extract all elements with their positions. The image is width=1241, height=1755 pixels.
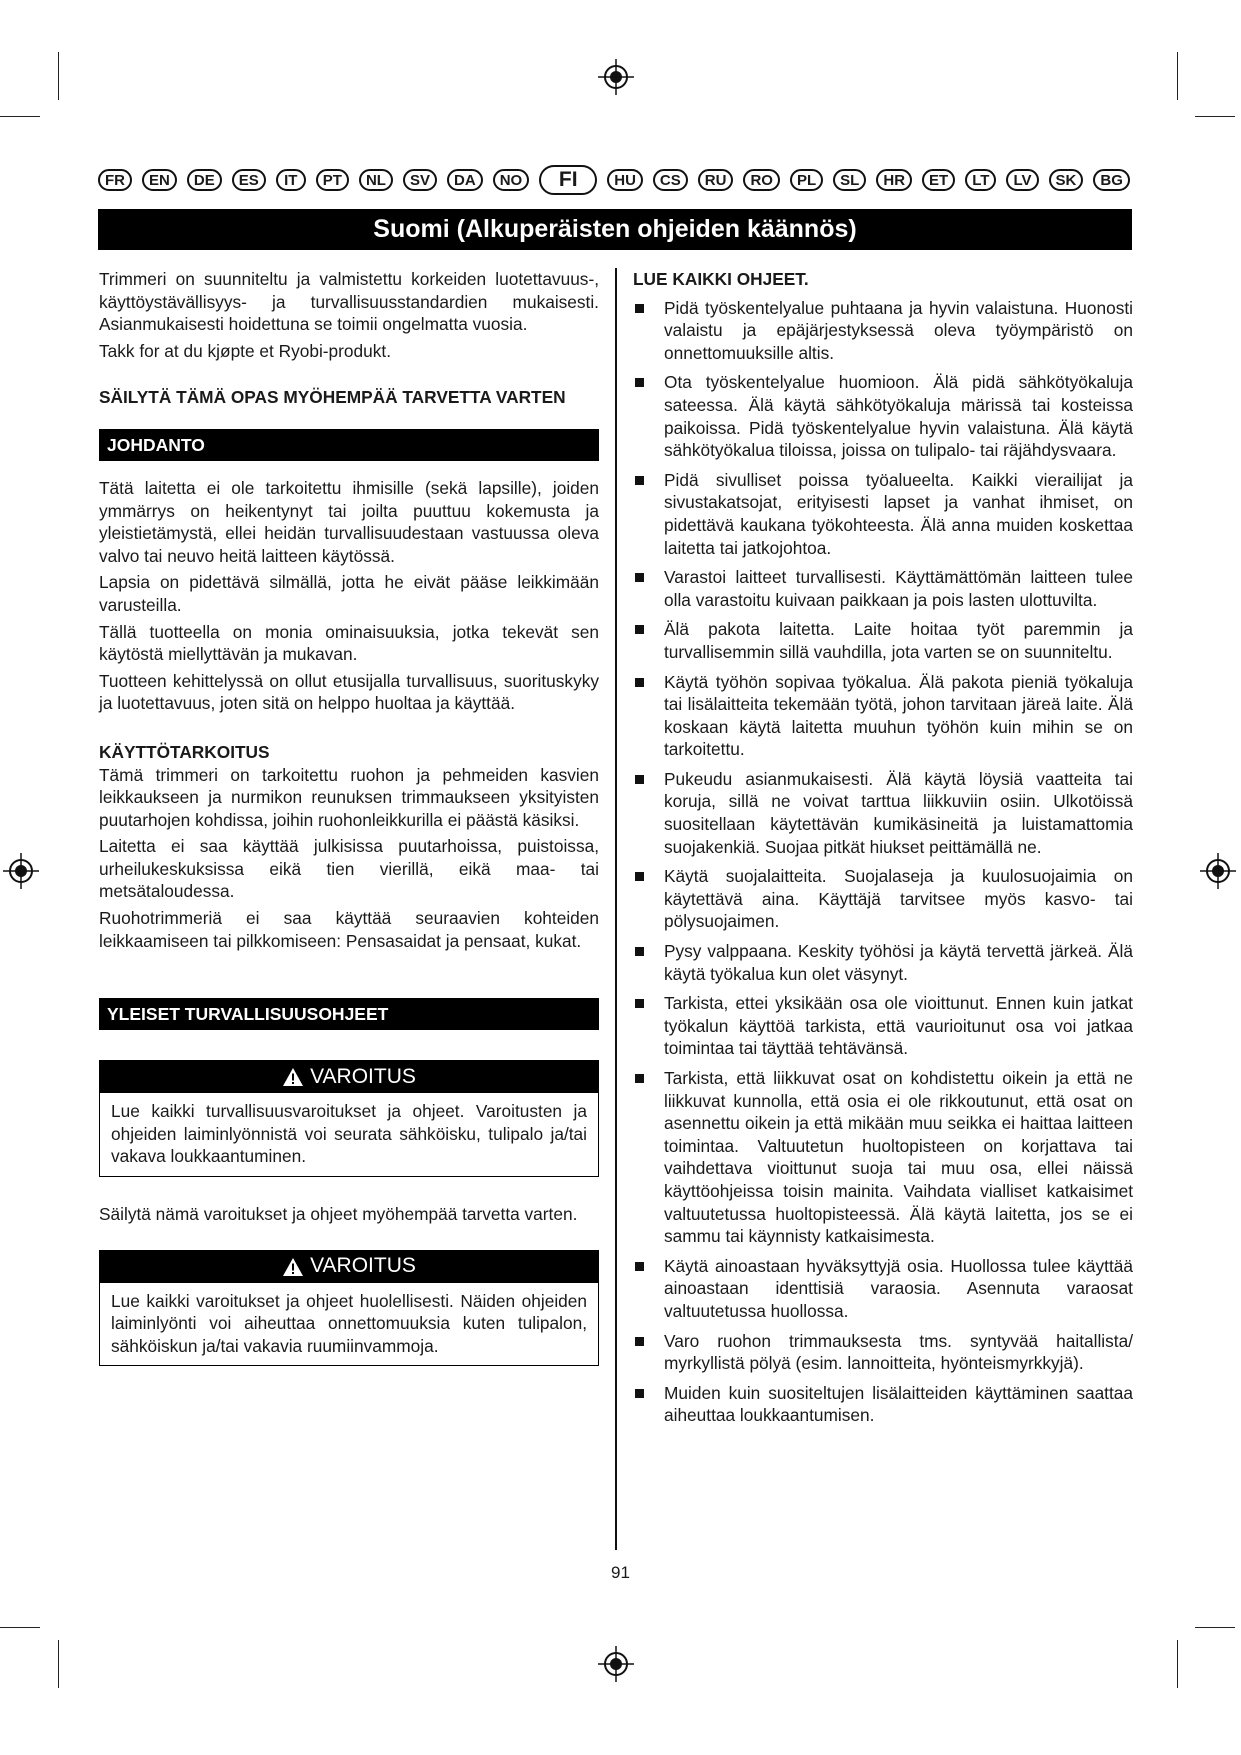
crop-mark (1177, 1640, 1178, 1688)
language-tab-en[interactable]: EN (142, 169, 177, 191)
crop-mark (1195, 116, 1235, 117)
crop-mark (58, 52, 59, 100)
language-tab-sv[interactable]: SV (403, 169, 437, 191)
safety-list-text: Käytä työhön sopivaa työkalua. Älä pakota pieniä työkaluja tai lisälaitteita tekemään työtä, johon tarvitaan järeä laite. Älä koskaan käytä laitetta muuhun työhön kuin mihin se on tarkoitettu. (664, 671, 1133, 760)
safety-list-text: Pukeudu asianmukaisesti. Älä käytä löysiä vaatteita tai koruja, sillä ne voivat tarttua liikkuviin osiin. Ulkotöissä suositellaan käytettävän kumikäsineitä ja luistamattomia suojakenkiä. Suojaa pitkät hiukset peittämällä ne. (664, 768, 1133, 857)
crop-mark (1177, 52, 1178, 100)
warning-label: VAROITUS (310, 1064, 416, 1088)
square-bullet-icon (635, 476, 644, 485)
language-tab-pl[interactable]: PL (790, 169, 823, 191)
page-number: 91 (611, 1563, 630, 1582)
warning-box (99, 1250, 599, 1367)
left-column (99, 268, 599, 1392)
johdanto-paragraph: Tätä laitetta ei ole tarkoitettu ihmisille (sekä lapsille), joiden ymmärrys on heikentynyt tai joilta puuttuu kokemusta ja yleistietämystä, ellei heidän turvallisuudestaan vastuussa oleva valvo tai neuvo heitä laitteen käytössä. (99, 477, 599, 566)
warning-triangle-icon (282, 1067, 304, 1087)
section-heading-safety: YLEISET TURVALLISUUSOHJEET (99, 998, 599, 1030)
section-heading-kayttotarkoitus: KÄYTTÖTARKOITUS (99, 741, 270, 762)
language-tab-nl[interactable]: NL (359, 169, 393, 191)
safety-list-text: Älä pakota laitetta. Laite hoitaa työt paremmin ja turvallisemmin sillä vauhdilla, jota varten se on suunniteltu. (664, 619, 1133, 662)
safety-list-text: Pysy valppaana. Keskity työhösi ja käytä tervettä järkeä. Älä käytä työkalua kun olet väsynyt. (664, 941, 1133, 984)
safety-list-text: Varastoi laitteet turvallisesti. Käyttämättömän laitteen tulee olla varastoitu kuivaan paikkaan ja pois lasten ulottuvilta. (664, 567, 1133, 610)
square-bullet-icon (635, 304, 644, 313)
square-bullet-icon (635, 678, 644, 687)
save-note: Säilytä nämä varoitukset ja ohjeet myöhempää tarvetta varten. (99, 1204, 578, 1225)
kayttotarkoitus-paragraph: Ruohotrimmeriä ei saa käyttää seuraavien kohteiden leikkaamiseen tai pilkkomiseen: Pensasaidat ja pensaat, kukat. (99, 908, 599, 951)
right-column (633, 268, 1133, 1434)
crop-mark (0, 1627, 40, 1628)
square-bullet-icon (635, 573, 644, 582)
crop-mark (58, 1640, 59, 1688)
column-divider (615, 268, 617, 1550)
safety-list-item (633, 469, 1133, 559)
johdanto-paragraph: Tuotteen kehittelyssä on ollut etusijalla turvallisuus, suorituskyky ja luotettavuus, joten sitä on helppo huoltaa ja käyttää. (99, 670, 599, 714)
safety-list-item (633, 865, 1133, 933)
safety-list-text: Tarkista, että liikkuvat osat on kohdistettu oikein ja että ne liikkuvat kunnolla, että osia ei ole rikkoutunut, että osat on asennettu oikein ja että mikään muu seikka ei haittaa laitteen toimintaa. Valtuutetun huoltopisteen on korjattava tai vaihdettava vioittunut suoja tai muu osa, ellei näissä käyttöohjeissa toisin mainita. Vaihdata vialliset katkaisimet valtuutetussa huoltopisteessä. Älä käytä laitetta, jos se ei sammu tai käynnisty katkaisimesta. (664, 1068, 1133, 1247)
square-bullet-icon (635, 947, 644, 956)
warning-header (100, 1251, 598, 1283)
johdanto-paragraph: Lapsia on pidettävä silmällä, jotta he eivät pääse leikkimään varusteilla. (99, 572, 599, 615)
warning-text: Lue kaikki turvallisuusvaroitukset ja ohjeet. Varoitusten ja ohjeiden laiminlyönnistä voi seurata sähköisku, tulipalo ja/tai vakava loukkaantuminen. (111, 1101, 587, 1167)
language-tab-es[interactable]: ES (232, 169, 266, 191)
language-tab-it[interactable]: IT (276, 169, 306, 191)
safety-list-item (633, 1067, 1133, 1248)
intro-paragraph: Trimmeri on suunniteltu ja valmistettu korkeiden luotettavuus-, käyttöystävällisyys- ja turvallisuusstandardien mukaisesti. Asianmukaisesti hoidettuna se toimii ongelmatta vuosia. (99, 269, 599, 335)
language-tab-fi[interactable]: FI (539, 165, 597, 195)
safety-list-item (633, 618, 1133, 663)
registration-mark-icon (598, 59, 634, 95)
warning-triangle-icon (282, 1257, 304, 1277)
language-tab-de[interactable]: DE (187, 169, 222, 191)
square-bullet-icon (635, 1389, 644, 1398)
safety-list-item (633, 671, 1133, 761)
johdanto-paragraph: Tällä tuotteella on monia ominaisuuksia, jotka tekevät sen käytöstä miellyttävän ja mukavan. (99, 621, 599, 665)
language-tab-bg[interactable]: BG (1093, 169, 1130, 191)
safety-list-item (633, 1382, 1133, 1427)
safety-list-text: Tarkista, ettei yksikään osa ole vioittunut. Ennen kuin jatkat työkalun käyttöä tarkista, että vaurioitunut osa voi jatkaa toimintaa tai täyttää tehtävänsä. (664, 993, 1133, 1059)
registration-mark-icon (3, 853, 39, 889)
language-tab-da[interactable]: DA (447, 169, 483, 191)
warning-box (99, 1060, 599, 1177)
safety-list-item (633, 940, 1133, 985)
safety-list-item (633, 297, 1133, 365)
language-tab-lv[interactable]: LV (1006, 169, 1038, 191)
square-bullet-icon (635, 1337, 644, 1346)
section-heading-johdanto: JOHDANTO (99, 429, 599, 461)
safety-list-item (633, 566, 1133, 611)
square-bullet-icon (635, 872, 644, 881)
square-bullet-icon (635, 999, 644, 1008)
language-tab-lt[interactable]: LT (965, 169, 996, 191)
square-bullet-icon (635, 625, 644, 634)
warning-header (100, 1061, 598, 1093)
intro-paragraph: Takk for at du kjøpte et Ryobi-produkt. (99, 340, 391, 361)
safety-list-item (633, 371, 1133, 461)
crop-mark (1195, 1627, 1235, 1628)
registration-mark-icon (598, 1646, 634, 1682)
language-tab-cs[interactable]: CS (653, 169, 688, 191)
kayttotarkoitus-paragraph: Laitetta ei saa käyttää julkisissa puutarhoissa, puistoissa, urheilukeskuksissa eikä tien vierillä, eikä maa- tai metsätaloudessa. (99, 836, 599, 902)
keep-manual-heading: SÄILYTÄ TÄMÄ OPAS MYÖHEMPÄÄ TARVETTA VARTEN (99, 387, 566, 408)
crop-mark (0, 116, 40, 117)
warning-text: Lue kaikki varoitukset ja ohjeet huolellisesti. Näiden ohjeiden laiminlyönti voi aiheuttaa onnettomuuksia kuten tulipalon, sähköiskun ja/tai vakavia ruumiinvammoja. (111, 1290, 587, 1356)
warning-label: VAROITUS (310, 1254, 416, 1278)
safety-list-text: Käytä ainoastaan hyväksyttyjä osia. Huollossa tulee käyttää ainoastaan identtisiä varaosia. Asennuta varaosat valtuutetussa huollossa. (664, 1255, 1133, 1321)
safety-list-item (633, 1255, 1133, 1323)
safety-list-text: Käytä suojalaitteita. Suojalaseja ja kuulosuojaimia on käytettävä aina. Käyttäjä tarvitsee myös kasvo- tai pölysuojaimen. (664, 866, 1133, 932)
square-bullet-icon (635, 1262, 644, 1271)
safety-list-text: Pidä sivulliset poissa työalueelta. Kaikki vierailijat ja sivustakatsojat, erityisesti lapset ja vanhat ihmiset, on pidettävä kaukana työkohteesta. Älä anna muiden koskettaa laitetta tai jatkojohtoa. (664, 469, 1133, 558)
safety-list-item (633, 992, 1133, 1060)
safety-list-text: Muiden kuin suositeltujen lisälaitteiden käyttäminen saattaa aiheuttaa loukkaantumisen. (664, 1382, 1133, 1426)
language-tab-ro[interactable]: RO (743, 169, 780, 191)
page-title: Suomi (Alkuperäisten ohjeiden käännös) (98, 209, 1132, 250)
safety-list-item (633, 1330, 1133, 1375)
language-tab-hr[interactable]: HR (876, 169, 912, 191)
language-tab-pt[interactable]: PT (316, 169, 349, 191)
square-bullet-icon (635, 1074, 644, 1083)
square-bullet-icon (635, 775, 644, 784)
language-tab-no[interactable]: NO (493, 169, 530, 191)
read-all-heading: LUE KAIKKI OHJEET. (633, 269, 809, 289)
language-tab-fr[interactable]: FR (98, 169, 132, 191)
safety-list-text: Varo ruohon trimmauksesta tms. syntyvää haitallista/ myrkyllistä pölyä (esim. lannoitteita, hyönteismyrkkyjä). (664, 1330, 1133, 1374)
language-tab-sl[interactable]: SL (833, 169, 866, 191)
registration-mark-icon (1200, 853, 1236, 889)
language-tab-sk[interactable]: SK (1049, 169, 1084, 191)
language-tab-ru[interactable]: RU (698, 169, 734, 191)
square-bullet-icon (635, 378, 644, 387)
safety-list-text: Pidä työskentelyalue puhtaana ja hyvin valaistuna. Huonosti valaistu ja epäjärjestyksessä oleva työympäristö on onnettomuuksille altis. (664, 297, 1133, 363)
safety-list (633, 297, 1133, 1427)
language-tab-et[interactable]: ET (922, 169, 955, 191)
safety-list-text: Ota työskentelyalue huomioon. Älä pidä sähkötyökaluja sateessa. Älä käytä sähkötyökaluja märissä tai kosteissa paikoissa. Pidä työskentelyalue hyvin valaistuna. Älä käytä sähkötyökalua tiloissa, joissa on tulipalo- tai räjähdysvaara. (664, 372, 1133, 461)
language-tab-hu[interactable]: HU (607, 169, 643, 191)
kayttotarkoitus-paragraph: Tämä trimmeri on tarkoitettu ruohon ja pehmeiden kasvien leikkaukseen ja nurmikon reunuksen trimmaukseen yksityisten puutarhojen kohdissa, joihin ruohonleikkurilla ei päästä käsiksi. (99, 764, 599, 830)
language-selector (98, 163, 1130, 197)
safety-list-item (633, 768, 1133, 858)
